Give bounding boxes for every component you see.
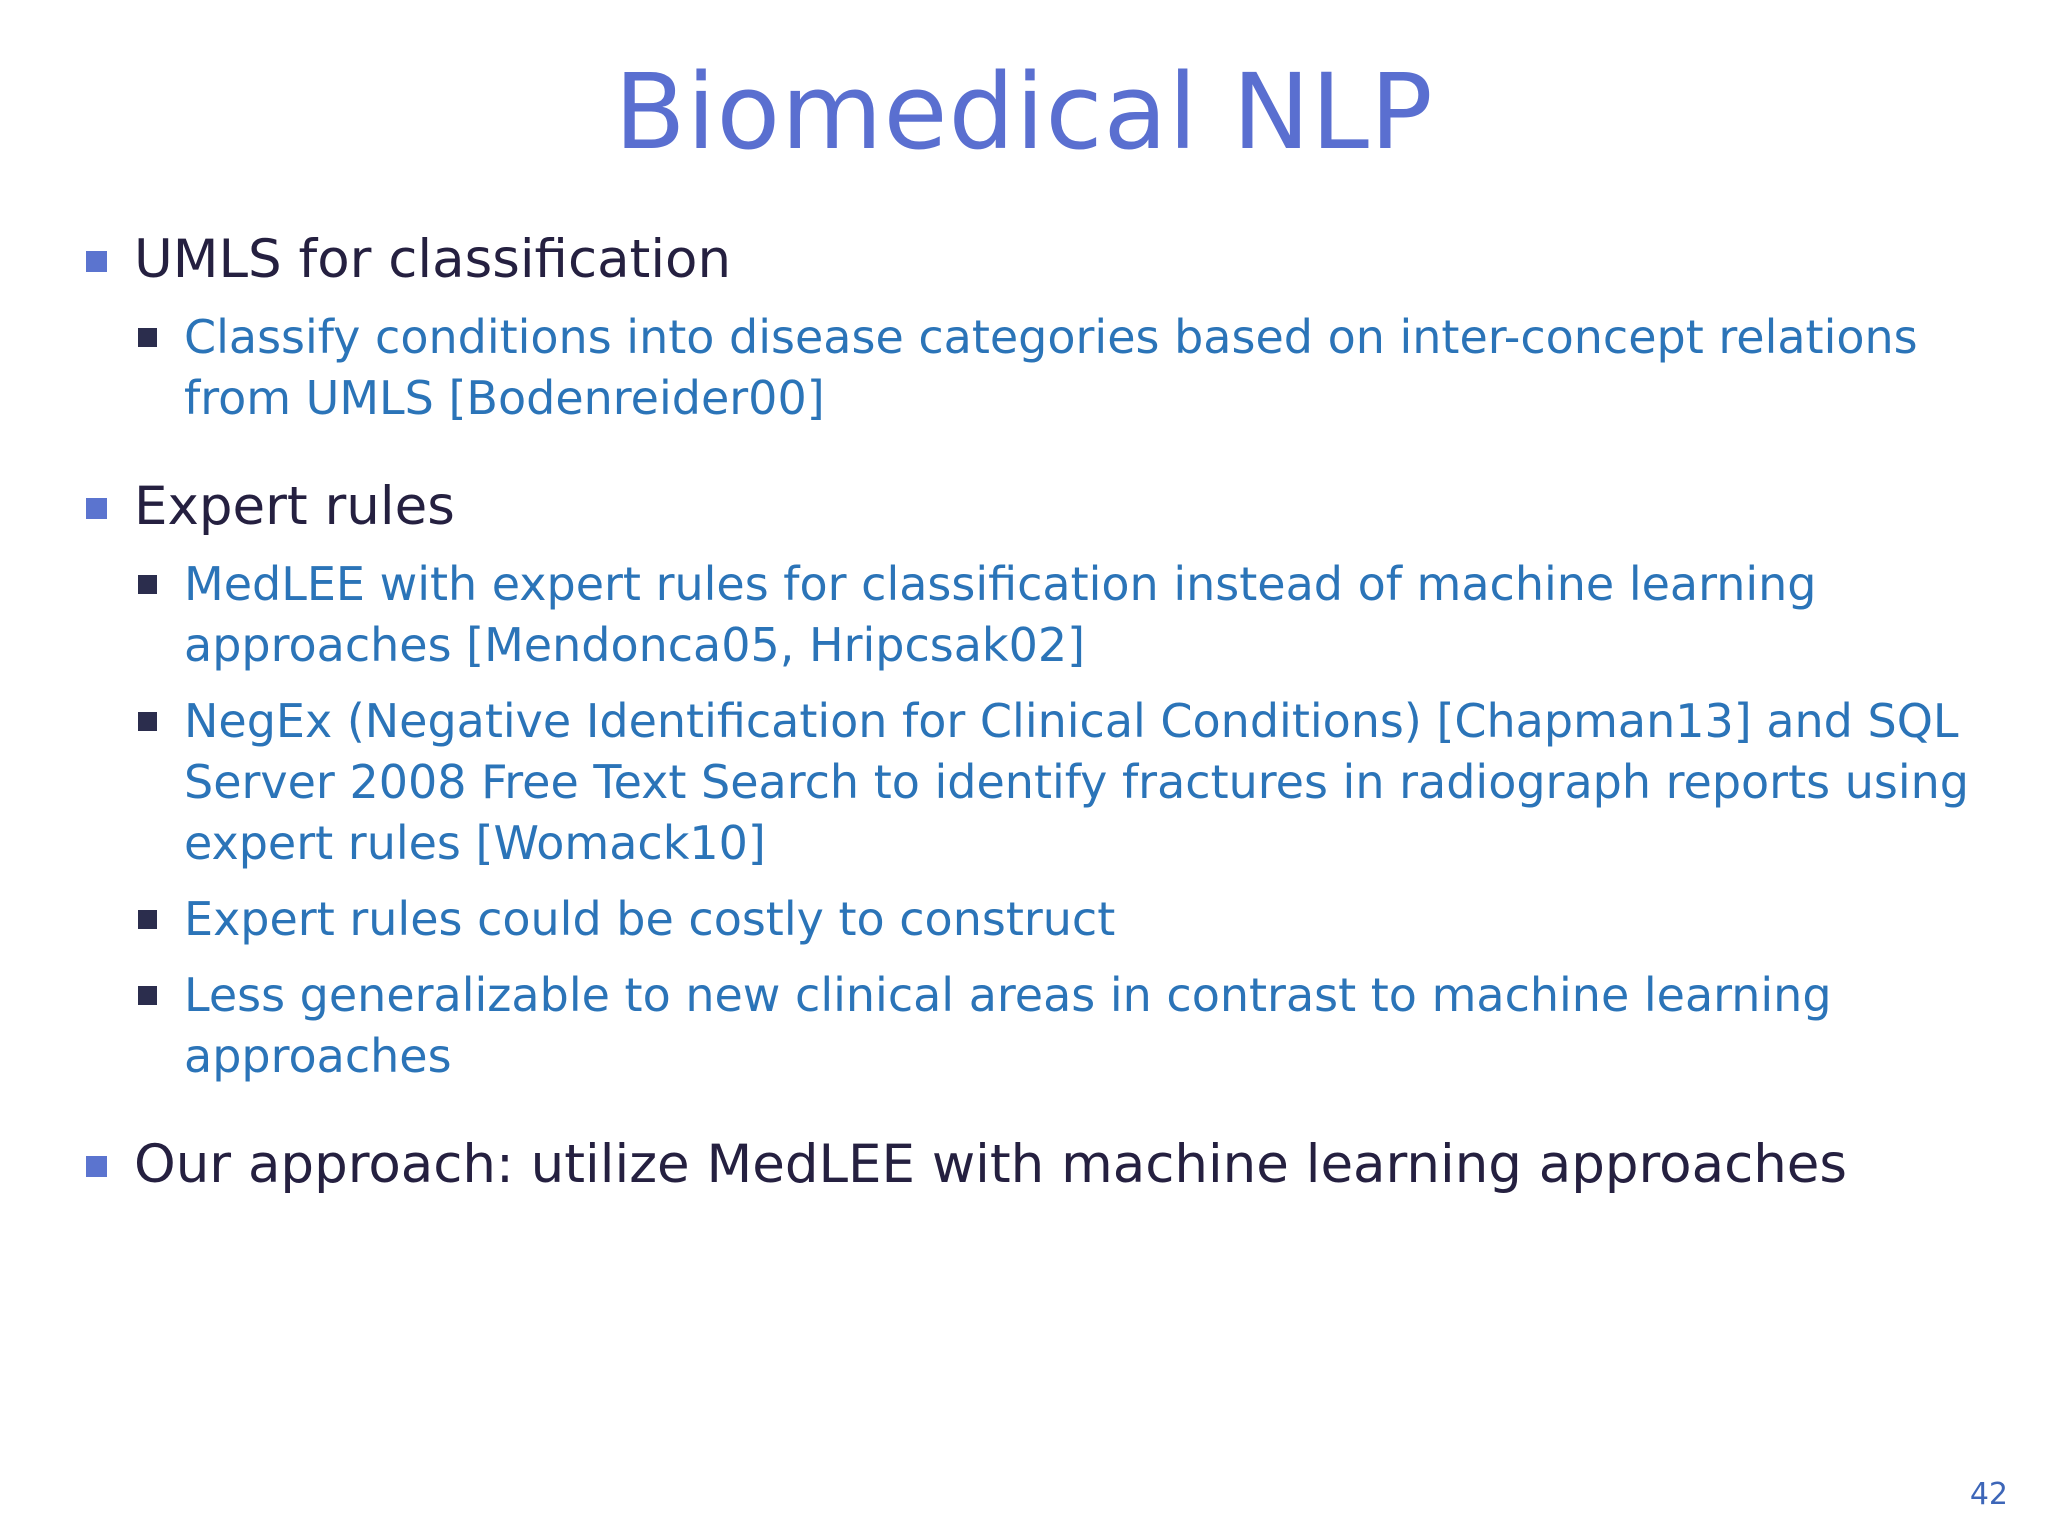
square-bullet-icon: [86, 251, 107, 272]
square-bullet-icon: [138, 910, 157, 929]
bullet-text: Our approach: utilize MedLEE with machine learning approaches: [134, 1134, 1848, 1195]
bullet-umls-classification: [80, 228, 1980, 292]
slide-content: [80, 228, 1980, 1197]
bullet-text: UMLS for classification: [134, 229, 732, 290]
subbullet-text: NegEx (Negative Identification for Clinical Conditions) [Chapman13] and SQL Server 2008 Free Text Search to identify fractures in radiograph reports using expert rules [Womack10]: [184, 694, 1969, 870]
subbullet-classify-conditions: [80, 307, 1980, 429]
bullet-our-approach: [80, 1133, 1980, 1197]
subbullet-text: Less generalizable to new clinical areas in contrast to machine learning approaches: [184, 968, 1832, 1083]
subbullet-text: Expert rules could be costly to construct: [184, 892, 1116, 946]
square-bullet-icon: [138, 575, 157, 594]
bullet-text: Expert rules: [134, 476, 455, 537]
subbullet-text: MedLEE with expert rules for classification instead of machine learning approaches [Mendonca05, Hripcsak02]: [184, 557, 1817, 672]
subbullet-less-generalizable: [80, 965, 1980, 1087]
page-number: 42: [1969, 1477, 2008, 1512]
square-bullet-icon: [86, 1156, 107, 1177]
square-bullet-icon: [138, 328, 157, 347]
square-bullet-icon: [138, 986, 157, 1005]
slide-title: Biomedical NLP: [614, 51, 1434, 173]
subbullet-expert-rules-costly: [80, 889, 1980, 950]
bullet-expert-rules: [80, 475, 1980, 539]
subbullet-text: Classify conditions into disease categories based on inter-concept relations from UMLS [Bodenreider00]: [184, 310, 1918, 425]
square-bullet-icon: [86, 498, 107, 519]
subbullet-negex: [80, 691, 1980, 874]
square-bullet-icon: [138, 712, 157, 731]
subbullet-medlee-expert-rules: [80, 554, 1980, 676]
